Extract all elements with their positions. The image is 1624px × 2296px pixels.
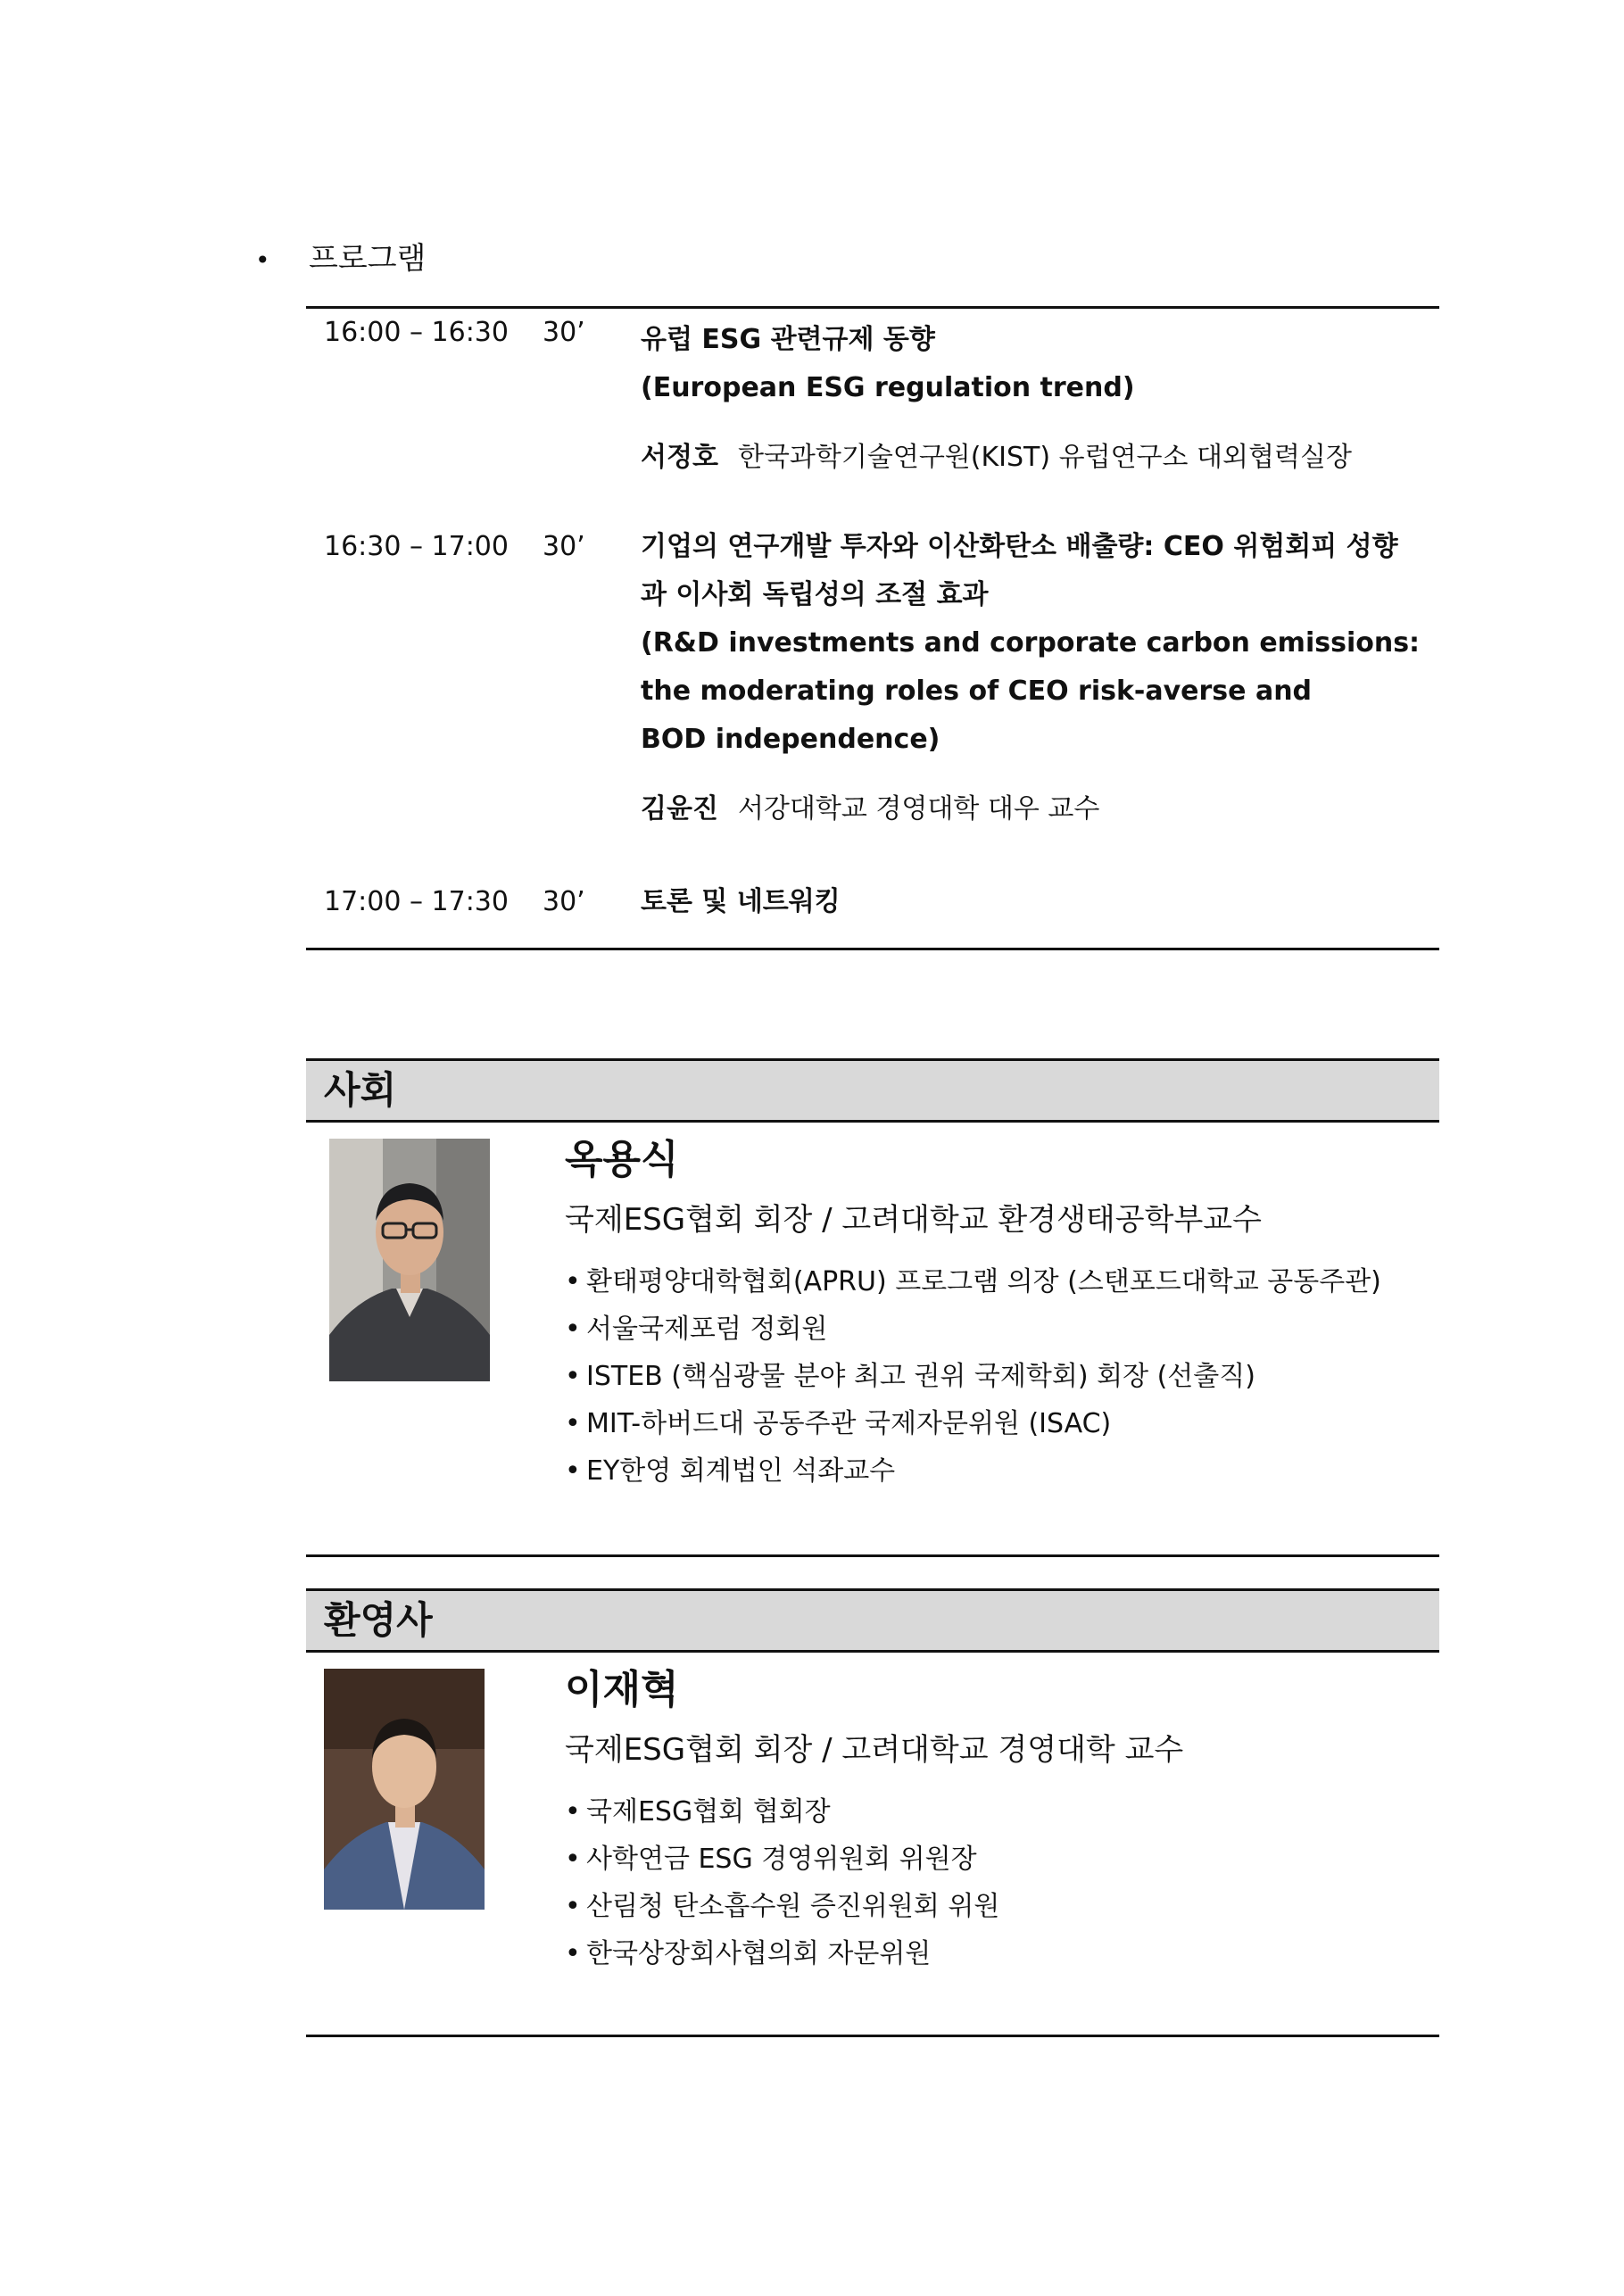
slot-speaker — [641, 434, 1439, 482]
table-bottom-rule — [306, 948, 1439, 950]
credential-list — [565, 1788, 1183, 1977]
slot-title-line: BOD independence) — [641, 724, 940, 755]
slot-title-line: (European ESG regulation trend) — [641, 372, 1135, 403]
list-item: • ISTEB (핵심광물 분야 최고 권위 국제학회) 회장 (선출직) — [565, 1353, 1381, 1400]
list-item: • 한국상장회사협의회 자문위원 — [565, 1930, 1183, 1977]
slot-title-line: (R&D investments and corporate carbon emissions: — [641, 627, 1421, 659]
section-header: 사회 — [306, 1058, 1439, 1123]
list-item: • 국제ESG협회 협회장 — [565, 1788, 1183, 1836]
slot-title-line: 유럽 ESG 관련규제 동향 — [641, 324, 935, 355]
schedule-row — [306, 878, 1439, 941]
slot-title-line: 기업의 연구개발 투자와 이산화탄소 배출량: CEO 위험회피 성향 — [641, 531, 1398, 562]
slot-duration: 30’ — [543, 531, 585, 562]
bullet-icon: • — [565, 1408, 581, 1439]
slot-time: 16:30 – 17:00 — [324, 531, 509, 562]
credential-list — [565, 1258, 1381, 1495]
bullet-icon: • — [565, 1314, 581, 1345]
list-item: • 환태평양대학협회(APRU) 프로그램 의장 (스탠포드대학교 공동주관) — [565, 1258, 1381, 1305]
slot-speaker — [641, 785, 1439, 833]
host-photo — [329, 1139, 490, 1381]
section-header: 환영사 — [306, 1588, 1439, 1653]
program-heading — [255, 241, 426, 278]
slot-time: 17:00 – 17:30 — [324, 886, 509, 917]
speaker-name: 서정호 — [641, 442, 718, 473]
bullet-icon: • — [565, 1796, 581, 1828]
person-role: 국제ESG협회 회장 / 고려대학교 환경생태공학부교수 — [565, 1202, 1262, 1238]
schedule-row — [306, 523, 1439, 878]
list-item: • 산림청 탄소흡수원 증진위원회 위원 — [565, 1883, 1183, 1930]
bullet-icon: • — [565, 1844, 581, 1875]
bullet-icon: • — [565, 1938, 581, 1969]
welcome-section — [306, 1588, 1439, 1969]
bullet-icon: • — [565, 1891, 581, 1922]
host-section — [306, 1058, 1439, 1487]
section-bottom-rule — [306, 1554, 1439, 1557]
program-schedule — [306, 306, 1439, 950]
list-item: • MIT-하버드대 공동주관 국제자문위원 (ISAC) — [565, 1400, 1381, 1447]
bullet-icon: • — [565, 1266, 581, 1297]
person-name: 이재혁 — [565, 1667, 679, 1712]
bullet-icon: • — [565, 1361, 581, 1392]
schedule-row — [306, 309, 1439, 523]
bullet-icon: • — [565, 1455, 581, 1487]
person-name: 옥용식 — [565, 1137, 679, 1182]
list-item: • 서울국제포럼 정회원 — [565, 1305, 1381, 1353]
section-bottom-rule — [306, 2035, 1439, 2037]
bullet-icon: • — [255, 245, 270, 275]
program-heading-text: 프로그램 — [309, 241, 427, 277]
speaker-name: 김윤진 — [641, 793, 718, 825]
slot-time: 16:00 – 16:30 — [324, 317, 509, 348]
speaker-affiliation: 한국과학기술연구원(KIST) 유럽연구소 대외협력실장 — [737, 442, 1352, 473]
speaker-affiliation: 서강대학교 경영대학 대우 교수 — [737, 793, 1100, 825]
welcome-profile — [565, 1663, 1183, 1977]
slot-title-line: 토론 및 네트워킹 — [641, 886, 841, 917]
list-item: • 사학연금 ESG 경영위원회 위원장 — [565, 1836, 1183, 1883]
person-role: 국제ESG협회 회장 / 고려대학교 경영대학 교수 — [565, 1732, 1184, 1768]
slot-duration: 30’ — [543, 886, 585, 917]
slot-title-line: 과 이사회 독립성의 조절 효과 — [641, 579, 989, 610]
welcome-photo — [324, 1669, 485, 1910]
slot-duration: 30’ — [543, 317, 585, 348]
slot-title-line: the moderating roles of CEO risk-averse and — [641, 676, 1313, 707]
host-profile — [565, 1133, 1381, 1495]
list-item: • EY한영 회계법인 석좌교수 — [565, 1447, 1381, 1495]
